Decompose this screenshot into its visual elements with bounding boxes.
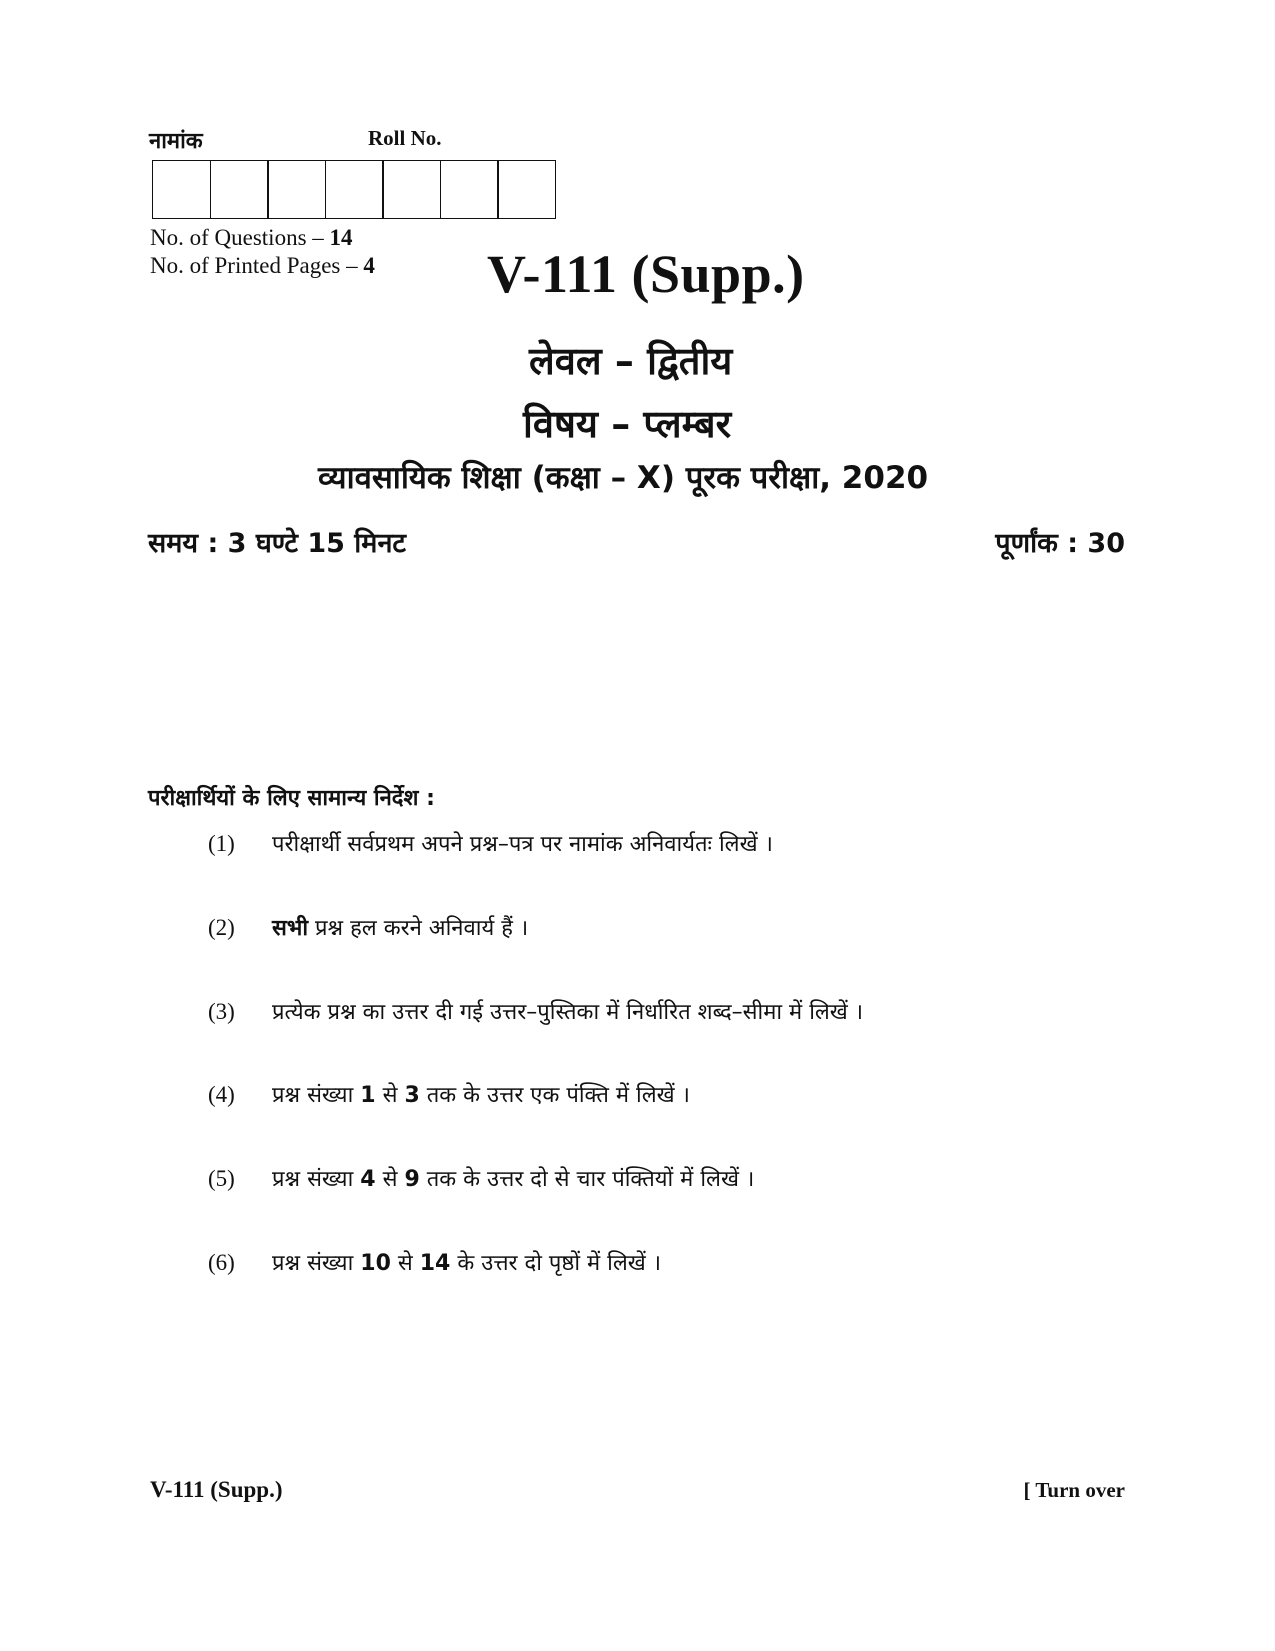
instruction-text: प्रश्न संख्या 1 से 3 तक के उत्तर एक पंक्ति में लिखें । <box>272 1083 690 1108</box>
instruction-item <box>208 1247 661 1277</box>
roll-number-box <box>497 160 556 219</box>
instruction-item <box>208 828 773 858</box>
instruction-number: (3) <box>208 999 235 1024</box>
level-heading: लेवल – द्वितीय <box>529 339 733 383</box>
instruction-item <box>208 912 528 942</box>
exam-duration: समय : 3 घण्टे 15 मिनट <box>148 528 407 559</box>
roll-number-box <box>440 160 499 219</box>
instruction-item <box>208 1163 754 1193</box>
turn-over-note: [ Turn over <box>1023 1478 1125 1502</box>
subject-heading: विषय – प्लम्बर <box>523 402 732 446</box>
instruction-number: (5) <box>208 1166 235 1191</box>
roll-number-boxes <box>152 160 556 219</box>
instruction-text: सभी प्रश्न हल करने अनिवार्य हैं । <box>272 916 529 941</box>
instruction-item <box>208 996 863 1026</box>
instruction-text: प्रश्न संख्या 10 से 14 के उत्तर दो पृष्ठों में लिखें । <box>272 1251 662 1276</box>
exam-heading: व्यावसायिक शिक्षा (कक्षा – X) पूरक परीक्षा, 2020 <box>318 460 929 496</box>
roll-number-label-hindi: नामांक <box>149 128 203 153</box>
number-of-pages <box>150 253 375 279</box>
roll-number-box <box>382 160 441 219</box>
instruction-item <box>208 1079 690 1109</box>
roll-number-box <box>210 160 269 219</box>
no-pages-value: 4 <box>363 253 375 278</box>
paper-code-title: V-111 (Supp.) <box>487 244 805 304</box>
no-pages-label: No. of Printed Pages – <box>150 253 364 278</box>
roll-number-box <box>152 160 211 219</box>
footer-paper-code: V-111 (Supp.) <box>150 1477 283 1502</box>
instruction-number: (4) <box>208 1082 235 1107</box>
roll-number-label: Roll No. <box>368 126 442 150</box>
instruction-number: (1) <box>208 831 235 856</box>
roll-number-box <box>325 160 384 219</box>
instruction-text: प्रश्न संख्या 4 से 9 तक के उत्तर दो से चार पंक्तियों में लिखें । <box>272 1167 755 1192</box>
instructions-heading: परीक्षार्थियों के लिए सामान्य निर्देश : <box>148 786 435 811</box>
maximum-marks: पूर्णांक : 30 <box>995 528 1125 559</box>
instruction-text: परीक्षार्थी सर्वप्रथम अपने प्रश्न–पत्र पर नामांक अनिवार्यतः लिखें । <box>272 832 773 857</box>
roll-number-box <box>267 160 326 219</box>
instruction-number: (2) <box>208 915 235 940</box>
no-questions-value: 14 <box>329 225 353 250</box>
instruction-text: प्रत्येक प्रश्न का उत्तर दी गई उत्तर–पुस्तिका में निर्धारित शब्द–सीमा में लिखें । <box>272 1000 864 1025</box>
number-of-questions <box>150 225 353 251</box>
instruction-number: (6) <box>208 1250 235 1275</box>
no-questions-label: No. of Questions – <box>150 225 330 250</box>
